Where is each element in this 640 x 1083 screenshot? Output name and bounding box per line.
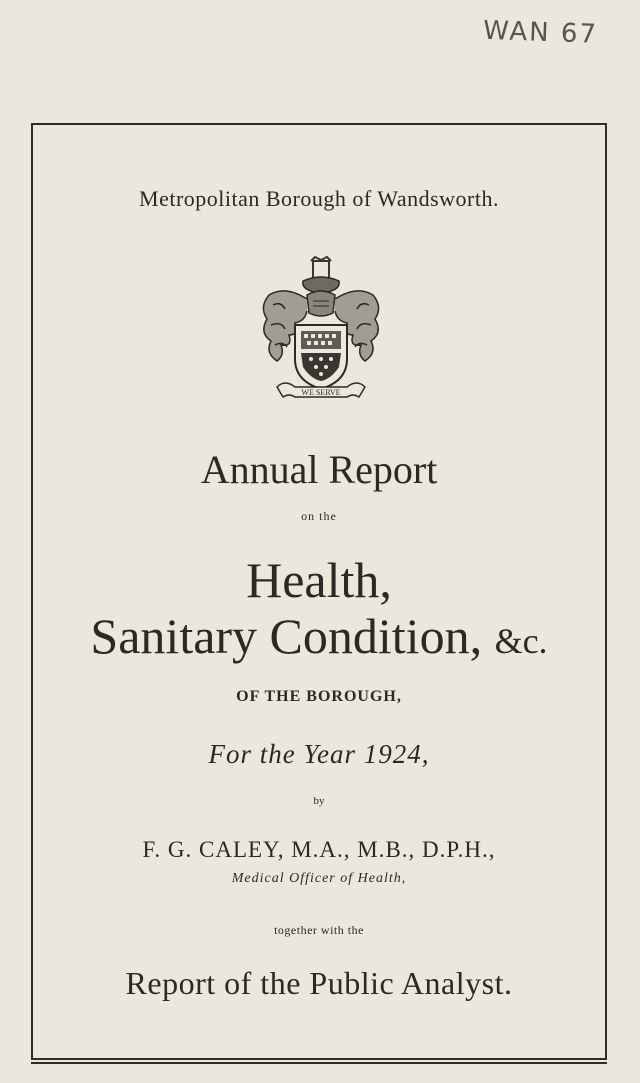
borough-heading: Metropolitan Borough of Wandsworth. [139, 186, 499, 211]
annual-report-title: Annual Report [200, 447, 438, 492]
archive-reference: WAN 67 [482, 15, 599, 50]
health-heading: Health, [246, 552, 392, 608]
on-the-label: on the [301, 509, 337, 523]
etcetera-mark: &c. [494, 621, 548, 661]
sanitary-condition-text: Sanitary Condition, [90, 608, 483, 664]
svg-text:WE SERVE: WE SERVE [301, 388, 341, 397]
borough-crest-icon [255, 255, 387, 405]
author-title: Medical Officer of Health, [231, 871, 407, 886]
author-name: F. G. CALEY, M.A., M.B., D.P.H., [142, 837, 496, 862]
together-label: together with the [274, 923, 364, 937]
report-year: For the Year 1924, [208, 739, 430, 769]
sanitary-condition-heading [31, 607, 607, 665]
of-the-borough-label: OF THE BOROUGH, [236, 688, 402, 705]
public-analyst-heading: Report of the Public Analyst. [125, 965, 513, 1001]
page-border-bottom [31, 1062, 607, 1064]
by-label: by [313, 795, 325, 807]
